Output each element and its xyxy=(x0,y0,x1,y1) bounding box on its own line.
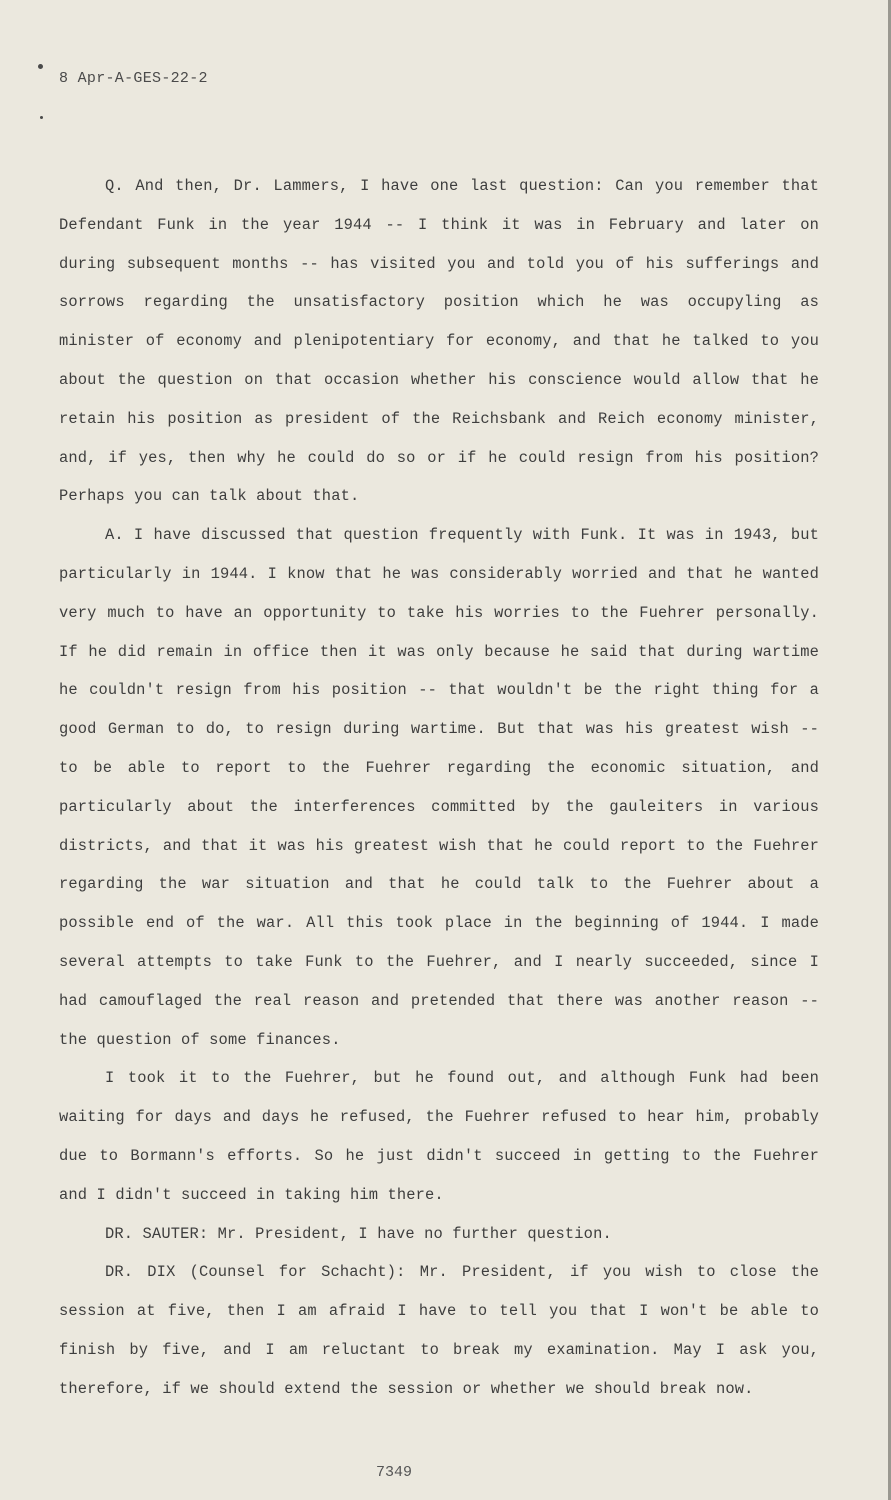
ink-dot xyxy=(38,64,43,69)
transcript-body xyxy=(59,167,819,1409)
document-code: 8 Apr-A-GES-22-2 xyxy=(59,70,208,87)
question-paragraph: Q. And then, Dr. Lammers, I have one last question: Can you remember that Defendant Funk in the year 1944 -- I think it was in February and later on during subsequent months -- has visited you and told you of his sufferings and sorrows regarding the unsatisfactory position which he was occupyling as minister of economy and plenipotentiary for economy, and that he talked to you about the question on that occasion whether his conscience would allow that he retain his position as president of the Reichsbank and Reich economy minister, and, if yes, then why he could do so or if he could resign from his position? Perhaps you can talk about that. xyxy=(59,177,819,506)
answer-paragraph: A. I have discussed that question frequently with Funk. It was in 1943, but particularly in 1944. I know that he was considerably worried and that he wanted very much to have an opportunity to take his worries to the Fuehrer personally. If he did remain in office then it was only because he said that during wartime he couldn't resign from his position -- that wouldn't be the right thing for a good German to do, to resign during wartime. But that was his greatest wish -- to be able to report to the Fuehrer regarding the economic situation, and particularly about the interferences committed by the gauleiters in various districts, and that it was his greatest wish that he could report to the Fuehrer regarding the war situation and that he could talk to the Fuehrer about a possible end of the war. All this took place in the beginning of 1944. I made several attempts to take Funk to the Fuehrer, and I nearly succeeded, since I had camouflaged the real reason and pretended that there was another reason -- the question of some finances. xyxy=(59,526,819,1049)
answer-continuation-paragraph: I took it to the Fuehrer, but he found out, and although Funk had been waiting for days and days he refused, the Fuehrer refused to hear him, probably due to Bormann's efforts. So he just didn't succeed in getting to the Fuehrer and I didn't succeed in taking him there. xyxy=(59,1069,819,1204)
ink-speck xyxy=(40,116,43,119)
sauter-statement: DR. SAUTER: Mr. President, I have no further question. xyxy=(105,1224,612,1243)
dix-statement: DR. DIX (Counsel for Schacht): Mr. President, if you wish to close the session at five, then I am afraid I have to tell you that I won't be able to finish by five, and I am reluctant to break my examination. May I ask you, therefore, if we should extend the session or whether we should break now. xyxy=(59,1263,819,1398)
page-number: 7349 xyxy=(376,1464,413,1481)
